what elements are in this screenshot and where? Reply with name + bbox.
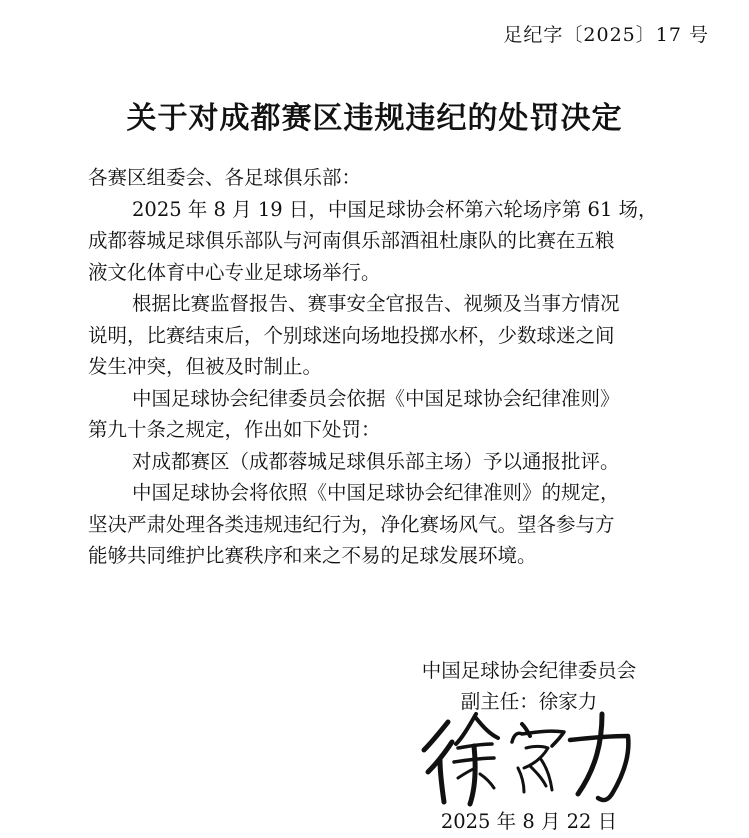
document-title: 关于对成都赛区违规违纪的处罚决定 — [126, 101, 623, 136]
paragraph-line: 根据比赛监督报告、赛事安全官报告、视频及当事方情况 — [132, 292, 620, 315]
paragraph-line: 说明，比赛结束后，个别球迷向场地投掷水杯，少数球迷之间 — [88, 323, 615, 347]
paragraph-line: 坚决严肃处理各类违规违纪行为，净化赛场风气。望各参与方 — [88, 512, 615, 536]
signing-date: 2025 年 8 月 22 日 — [440, 810, 618, 833]
paragraph-line: 中国足球协会纪律委员会依据《中国足球协会纪律准则》 — [132, 386, 620, 410]
paragraph-line: 发生冲突，但被及时制止。 — [88, 355, 323, 378]
paragraph-closing — [88, 477, 728, 572]
paragraph-line: 液文化体育中心专业足球场举行。 — [88, 260, 381, 284]
paragraph-line: 对成都赛区（成都蓉城足球俱乐部主场）予以通报批评。 — [132, 449, 620, 473]
paragraph-line: 成都蓉城足球俱乐部队与河南俱乐部酒祖杜康队的比赛在五粮 — [88, 229, 615, 252]
paragraph-line: 2025 年 8 月 19 日，中国足球协会杯第六轮场序第 61 场， — [132, 197, 658, 221]
paragraph-line: 能够共同维护比赛秩序和来之不易的足球发展环境。 — [88, 544, 537, 567]
paragraph-incident — [88, 194, 728, 289]
paragraph-line: 中国足球协会将依照《中国足球协会纪律准则》的规定， — [132, 481, 620, 504]
document-number: 足纪字〔2025〕17 号 — [503, 24, 709, 46]
document-body — [88, 162, 728, 572]
signing-organization: 中国足球协会纪律委员会 — [421, 659, 637, 682]
handwritten-signature — [418, 708, 648, 812]
salutation: 各赛区组委会、各足球俱乐部： — [88, 166, 362, 189]
paragraph-basis — [88, 383, 728, 446]
paragraph-line: 第九十条之规定，作出如下处罚： — [88, 418, 381, 441]
signer-title: 副主任：徐家力 — [460, 690, 598, 713]
paragraph-penalty — [88, 446, 728, 478]
paragraph-findings — [88, 288, 728, 383]
